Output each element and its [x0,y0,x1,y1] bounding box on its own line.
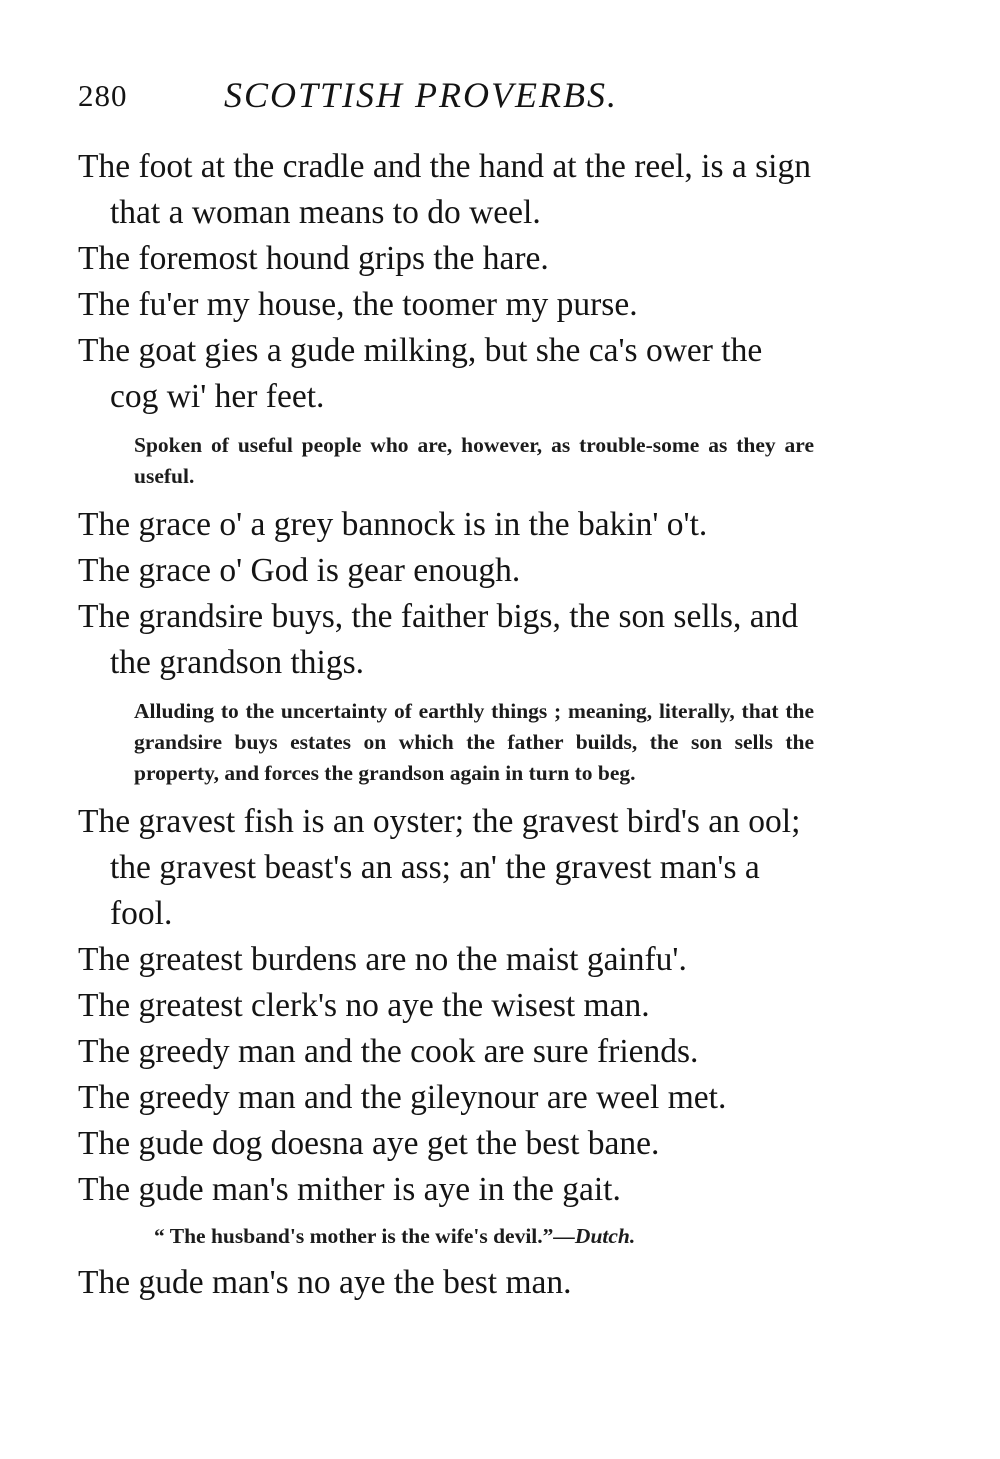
proverb-entry: The foremost hound grips the hare. [78,240,549,277]
explanatory-note: Alluding to the uncertainty of earthly things ; meaning, literally, that the grandsire buys estates on which the father builds, the son sells the property, and forces the grandson again in turn to beg. [134,699,814,785]
page-header [78,74,778,124]
running-head: SCOTTISH PROVERBS. [224,75,618,115]
proverb-entry: The foot at the cradle and the hand at the reel, is a sign that a woman means to do weel. [78,148,811,231]
proverb-list [78,144,818,1306]
quote-source: —Dutch. [553,1224,636,1248]
page-number: 280 [78,78,128,113]
proverb-entry: The greedy man and the gileynour are weel met. [78,1079,727,1116]
proverb-entry: The greedy man and the cook are sure friends. [78,1033,699,1070]
proverb-entry: The gude man's mither is aye in the gait. [78,1171,621,1208]
proverb-entry: The fu'er my house, the toomer my purse. [78,286,638,323]
quote-text: “ The husband's mother is the wife's devil.” [154,1224,554,1248]
proverb-entry: The gude man's no aye the best man. [78,1264,572,1301]
proverb-entry: The gravest fish is an oyster; the gravest bird's an ool; the gravest beast's an ass; an' the gravest man's a fool. [78,803,801,932]
proverb-entry: The gude dog doesna aye get the best bane. [78,1125,660,1162]
proverb-entry: The grace o' a grey bannock is in the bakin' o't. [78,506,708,543]
proverb-entry: The goat gies a gude milking, but she ca's ower the cog wi' her feet. [78,332,763,415]
proverb-entry: The greatest clerk's no aye the wisest man. [78,987,650,1024]
quote-note [78,1221,834,1252]
proverb-entry: The grandsire buys, the faither bigs, the son sells, and the grandson thigs. [78,598,799,681]
proverb-entry: The grace o' God is gear enough. [78,552,521,589]
explanatory-note: Spoken of useful people who are, however, as trouble-some as they are useful. [134,433,814,488]
proverb-entry: The greatest burdens are no the maist gainfu'. [78,941,687,978]
